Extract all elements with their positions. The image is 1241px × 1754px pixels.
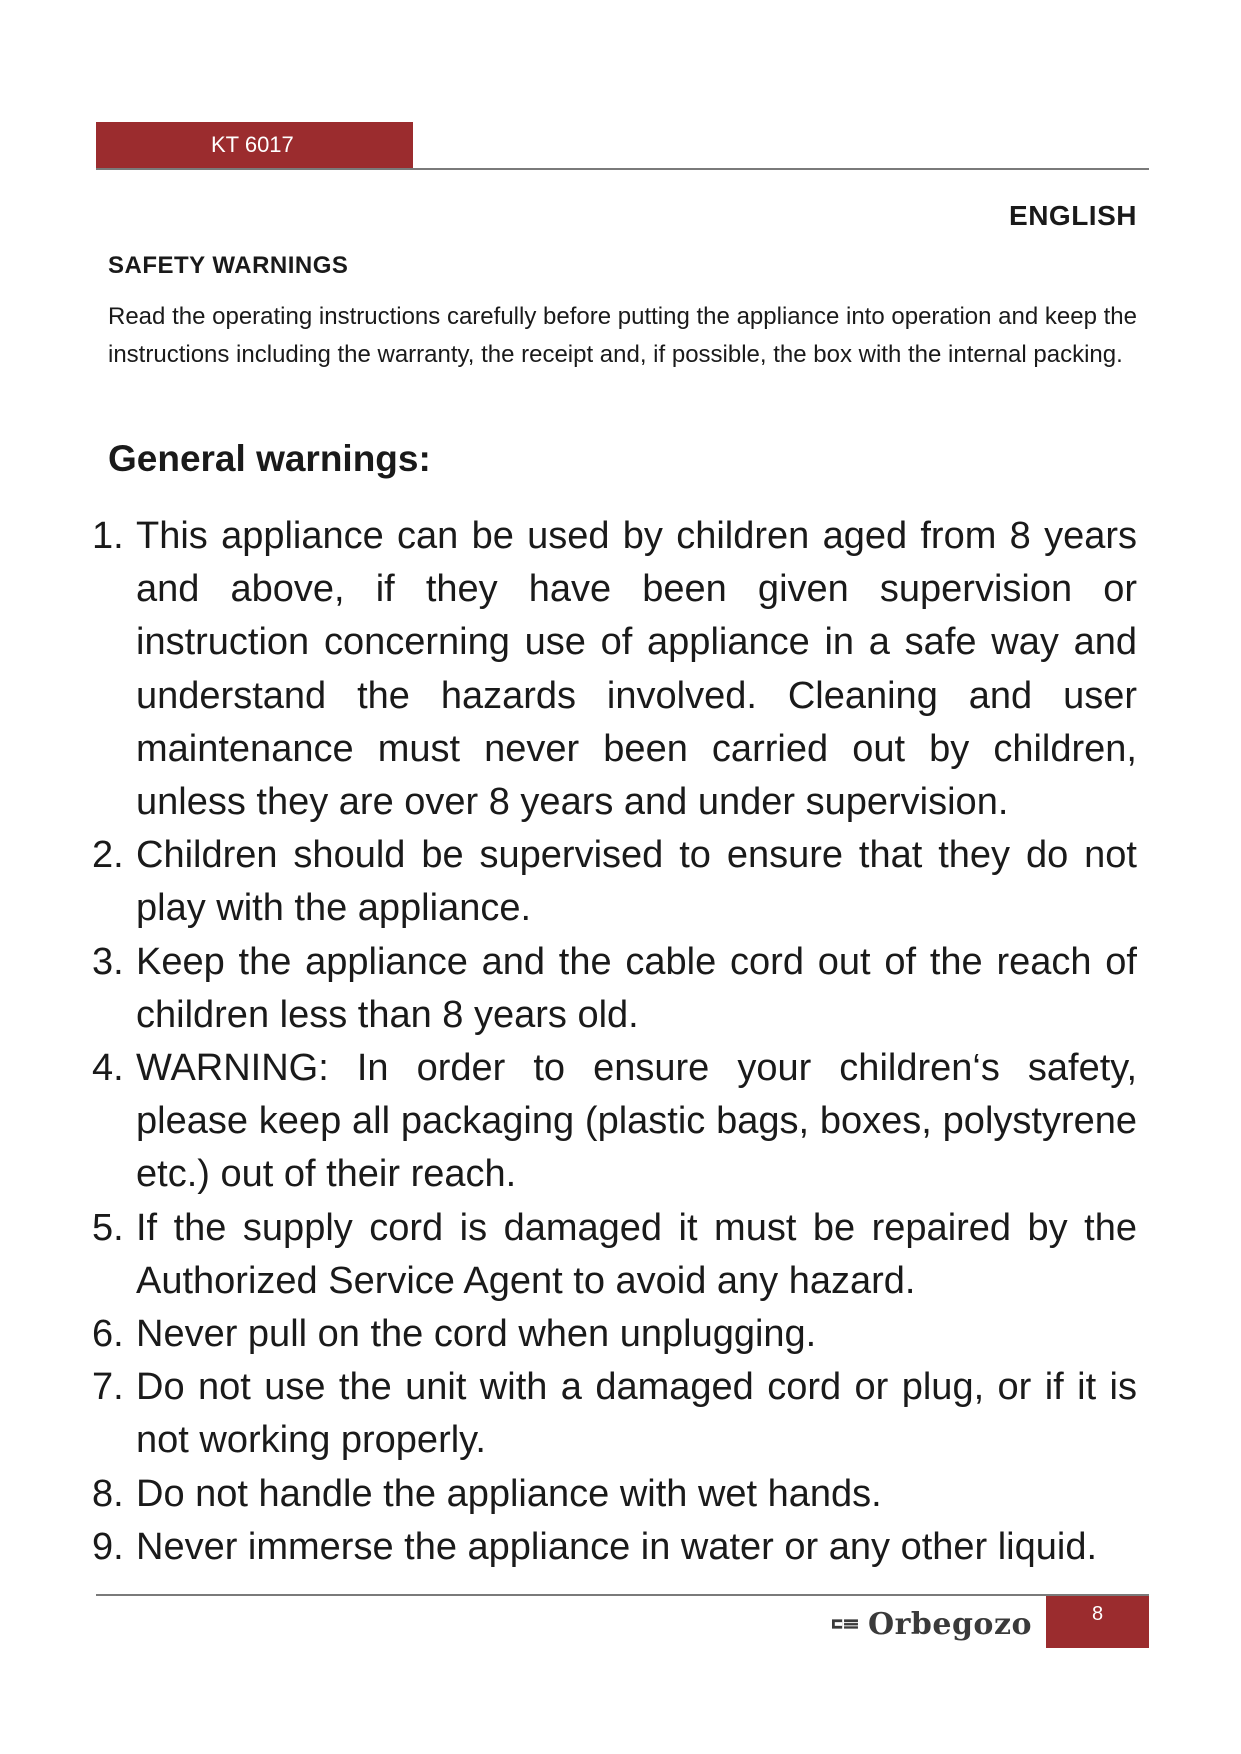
list-item — [92, 510, 1137, 829]
page-number: 8 — [1091, 1603, 1104, 1625]
list-item — [92, 1521, 1137, 1574]
brand-mark-icon — [832, 1610, 858, 1638]
item-text: Do not use the unit with a damaged cord or plug, or if it is not working properly. — [136, 1366, 1137, 1462]
item-number: 6. — [92, 1313, 124, 1356]
list-item — [92, 1468, 1137, 1521]
item-text: WARNING: In order to ensure your children‘s safety, please keep all packaging (plastic bags, boxes, polystyrene etc.) out of their reach. — [136, 1047, 1137, 1196]
brand-logo — [832, 1604, 1032, 1644]
item-text: If the supply cord is damaged it must be repaired by the Authorized Service Agent to avoid any hazard. — [136, 1206, 1137, 1302]
safety-title: SAFETY WARNINGS — [108, 252, 349, 279]
list-item — [92, 1042, 1137, 1202]
item-text: Never pull on the cord when unplugging. — [136, 1313, 817, 1356]
language-label: ENGLISH — [1009, 200, 1137, 231]
list-item — [92, 1308, 1137, 1361]
item-text: Keep the appliance and the cable cord out of the reach of children less than 8 years old. — [136, 940, 1137, 1036]
item-number: 9. — [92, 1525, 124, 1568]
safety-intro: Read the operating instructions carefully before putting the appliance into operation and keep the instructions including the warranty, the receipt and, if possible, the box with the internal packing. — [108, 303, 1137, 368]
brand-name: Orbegozo — [867, 1606, 1032, 1642]
footer-divider — [96, 1594, 1149, 1596]
list-item — [92, 1202, 1137, 1308]
item-number: 3. — [92, 940, 124, 983]
item-text: Never immerse the appliance in water or any other liquid. — [136, 1525, 1098, 1568]
model-label: KT 6017 — [211, 132, 294, 157]
page-number-box — [1046, 1596, 1149, 1648]
item-text: This appliance can be used by children aged from 8 years and above, if they have been given supervision or instruction concerning use of appliance in a safe way and understand the hazards involved. Cleaning and user maintenance must never been carried out by children, unless they are over 8 years and under supervision. — [136, 515, 1137, 824]
item-number: 7. — [92, 1366, 124, 1409]
item-text: Children should be supervised to ensure that they do not play with the appliance. — [136, 834, 1137, 930]
general-warnings-heading: General warnings: — [108, 438, 431, 479]
header-divider — [96, 168, 1149, 170]
warnings-list — [92, 510, 1137, 1574]
item-number: 4. — [92, 1047, 124, 1090]
model-tab — [96, 122, 413, 168]
item-number: 1. — [92, 515, 124, 557]
list-item — [92, 829, 1137, 935]
item-number: 8. — [92, 1472, 124, 1515]
item-text: Do not handle the appliance with wet hands. — [136, 1472, 882, 1515]
list-item — [92, 936, 1137, 1042]
item-number: 5. — [92, 1206, 124, 1249]
list-item — [92, 1361, 1137, 1467]
item-number: 2. — [92, 834, 124, 877]
